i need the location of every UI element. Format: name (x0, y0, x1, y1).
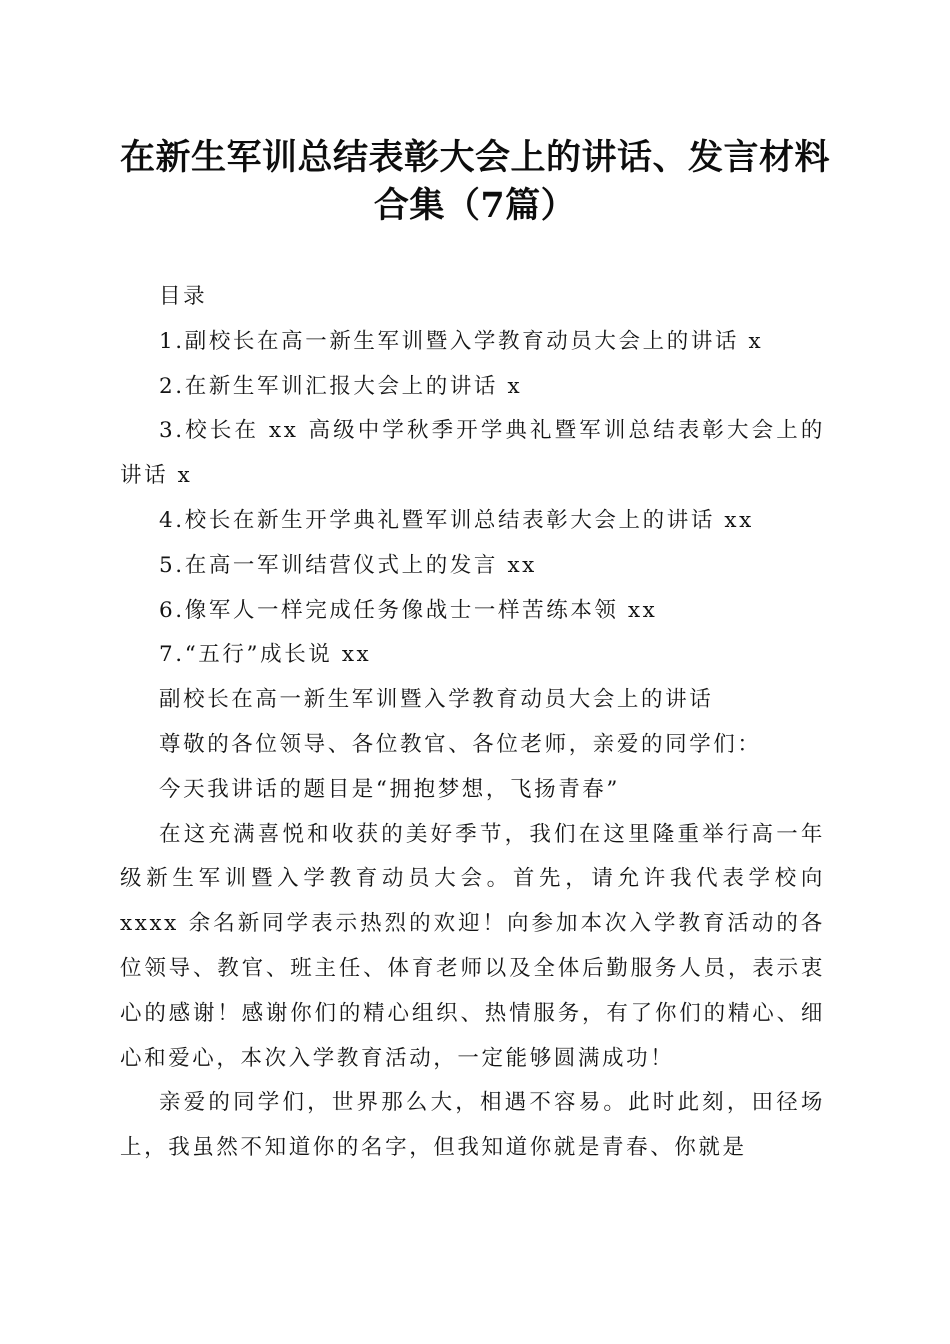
document-body (120, 275, 825, 1171)
salutation: 尊敬的各位领导、各位教官、各位老师，亲爱的同学们： (159, 731, 762, 757)
topic-line: 今天我讲话的题目是“拥抱梦想，飞扬青春” (159, 776, 620, 802)
toc-item: 5.在高一军训结营仪式上的发言 xx (159, 552, 537, 578)
body-paragraph: 亲爱的同学们，世界那么大，相遇不容易。此时此刻，田径场上，我虽然不知道你的名字，但我知道你就是青春、你就是 (120, 1090, 825, 1161)
toc-item: 2.在新生军训汇报大会上的讲话 x (159, 373, 523, 399)
title-line-1: 在新生军训总结表彰大会上的讲话、发言材料 (119, 137, 830, 178)
toc-item: 4.校长在新生开学典礼暨军训总结表彰大会上的讲话 xx (159, 507, 754, 533)
toc-item: 3.校长在 xx 高级中学秋季开学典礼暨军训总结表彰大会上的讲话 x (120, 418, 825, 489)
document-title (100, 134, 850, 230)
speech-title: 副校长在高一新生军训暨入学教育动员大会上的讲话 (159, 687, 714, 713)
toc-item: 7.“五行”成长说 xx (159, 642, 372, 668)
toc-item: 1.副校长在高一新生军训暨入学教育动员大会上的讲话 x (159, 328, 764, 354)
body-paragraph: 在这充满喜悦和收获的美好季节，我们在这里隆重举行高一年级新生军训暨入学教育动员大会。首先，请允许我代表学校向 xxxx 余名新同学表示热烈的欢迎！向参加本次入学教育活动的各位领导、教官、班主任、体育老师以及全体后勤服务人员，表示衷心的感谢！感谢你们的精心组织、热情服务，有了你们的精心、细心和爱心，本次入学教育活动，一定能够圆满成功！ (120, 821, 825, 1071)
toc-item: 6.像军人一样完成任务像战士一样苦练本领 xx (159, 597, 658, 623)
toc-heading: 目录 (159, 284, 208, 309)
title-line-2: 合集（7篇） (373, 185, 577, 226)
